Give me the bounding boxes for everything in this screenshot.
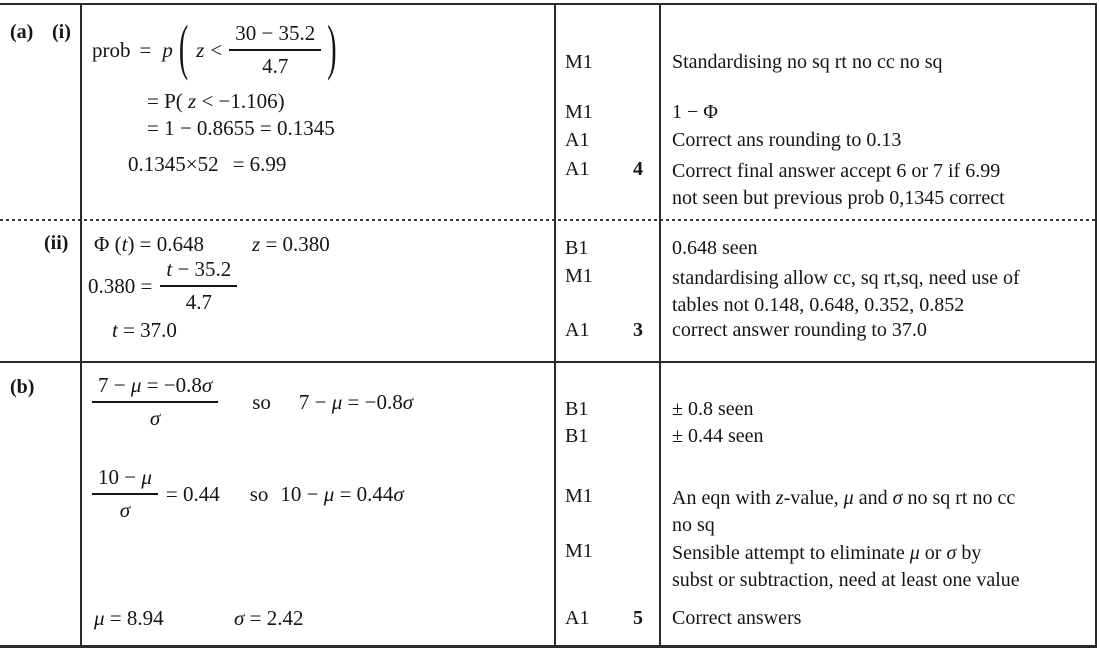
formula-text: σ [393, 481, 404, 506]
part-a-label: (a) [10, 21, 34, 43]
formula-text: so [249, 481, 269, 506]
comment-line: tables not 0.148, 0.648, 0.352, 0.852 [672, 294, 965, 316]
formula-text: = [139, 37, 152, 62]
comment-line: subst or subtraction, need at least one value [672, 569, 1020, 591]
examiner-comment [672, 265, 1020, 319]
formula-text: μ [130, 373, 142, 397]
comment-text: no sq rt no cc [902, 487, 1016, 509]
mark-code: A1 [565, 607, 590, 629]
formula-text: μ [141, 465, 152, 489]
comment-line: not seen but previous prob 0,1345 correct [672, 187, 1005, 209]
formula-text: = 2.42 [244, 606, 304, 630]
formula-text: = 0.44 [334, 481, 394, 506]
comment-text: μ [843, 487, 854, 509]
table-border-bottom [0, 645, 1097, 648]
examiner-comment: Correct answers [672, 607, 802, 629]
working-line [147, 89, 285, 114]
mark-code: B1 [565, 398, 589, 420]
formula-text: 10 − [280, 481, 324, 506]
fraction-numerator [92, 465, 158, 495]
working-line [234, 606, 303, 631]
working-formula-eqn1 [92, 370, 413, 434]
formula-text: z [252, 232, 261, 256]
table-divider-solid [0, 361, 1097, 363]
mark-code: M1 [565, 265, 593, 287]
table-column-line-labels [80, 3, 82, 648]
formula-text: ) = 0.648 [127, 232, 205, 256]
examiner-comment [672, 485, 1015, 539]
comment-text: μ [909, 542, 920, 564]
left-paren: ( [178, 14, 189, 83]
fraction-numerator [92, 373, 218, 403]
formula-text: = 37.0 [117, 318, 177, 342]
marks-total: 3 [633, 319, 643, 341]
comment-text: or [919, 542, 947, 564]
fraction [229, 21, 321, 79]
comment-text: σ [892, 487, 903, 509]
working-formula-prob [92, 10, 339, 90]
formula-text: σ [201, 373, 213, 397]
formula-text: σ [234, 606, 245, 630]
table-column-line-comments [659, 3, 661, 648]
comment-text: by [956, 542, 982, 564]
comment-text: Sensible attempt to eliminate [672, 542, 910, 564]
examiner-comment: ± 0.44 seen [672, 425, 764, 447]
examiner-comment: correct answer rounding to 37.0 [672, 319, 927, 341]
part-b-label: (b) [10, 376, 35, 398]
formula-text: 0.1345×52 [128, 152, 219, 176]
working-line [128, 152, 286, 177]
formula-text: Φ ( [94, 232, 122, 256]
formula-text: σ [119, 498, 131, 522]
mark-code: M1 [565, 101, 593, 123]
formula-text: μ [94, 606, 105, 630]
fraction [160, 257, 237, 315]
table-border-right [1095, 3, 1097, 648]
formula-text: μ [331, 389, 343, 414]
mark-code: M1 [565, 51, 593, 73]
formula-text: t [112, 318, 118, 342]
formula-text: t [166, 257, 173, 281]
examiner-comment: 0.648 seen [672, 237, 758, 259]
fraction [92, 465, 158, 523]
fraction-numerator: 30 − 35.2 [229, 21, 321, 51]
working-line: = 1 − 0.8655 = 0.1345 [147, 116, 335, 140]
table-column-line-marks [554, 3, 556, 648]
fraction [92, 373, 218, 431]
comment-text: and [853, 487, 893, 509]
comment-line: Correct final answer accept 6 or 7 if 6.99 [672, 160, 1001, 182]
formula-text: μ [323, 481, 335, 506]
formula-text: < [210, 37, 223, 62]
mark-code: B1 [565, 237, 589, 259]
formula-text: z [188, 89, 197, 113]
examiner-comment [672, 158, 1005, 212]
comment-text: z [775, 487, 784, 509]
examiner-comment: 1 − Φ [672, 101, 718, 123]
table-border-top [0, 3, 1097, 5]
formula-text: = −0.8 [141, 373, 202, 397]
fraction-denominator [92, 403, 218, 431]
part-a-i-label: (i) [52, 21, 71, 43]
formula-text: 0.380 = [88, 273, 153, 298]
fraction-denominator: 4.7 [185, 290, 212, 314]
working-line [94, 606, 164, 631]
working-line [112, 318, 177, 343]
examiner-comment: Standardising no sq rt no cc no sq [672, 51, 943, 73]
formula-text: t [121, 232, 128, 256]
comment-line [672, 540, 1020, 567]
working-line [94, 232, 204, 257]
formula-text [299, 390, 413, 415]
examiner-comment: ± 0.8 seen [672, 398, 754, 420]
working-line [252, 232, 330, 257]
formula-text: = 0.44 [165, 481, 220, 506]
formula-text: σ [402, 389, 414, 414]
table-divider-dashed [0, 219, 1097, 221]
formula-text: so [252, 389, 271, 414]
formula-text: − 35.2 [172, 257, 232, 281]
formula-text [280, 482, 403, 507]
formula-text: 7 − [98, 373, 131, 397]
mark-code: A1 [565, 129, 590, 151]
formula-text: = −0.8 [342, 389, 403, 414]
comment-line: standardising allow cc, sq rt,sq, need use of [672, 267, 1020, 289]
fraction-denominator [92, 495, 158, 523]
part-a-ii-label: (ii) [44, 232, 69, 254]
formula-text: z [196, 37, 205, 62]
formula-text: 7 − [298, 389, 332, 414]
comment-text: σ [946, 542, 957, 564]
formula-text: prob [92, 37, 131, 62]
formula-text: σ [149, 406, 161, 430]
formula-text: p [162, 37, 173, 62]
right-paren: ) [327, 14, 337, 83]
formula-text: = 6.99 [232, 152, 287, 176]
fraction-numerator [160, 257, 237, 287]
comment-text: An eqn with [672, 487, 776, 509]
marks-total: 4 [633, 158, 643, 180]
formula-text: 10 − [98, 465, 142, 489]
formula-text: < −1.106) [196, 89, 285, 113]
mark-code: B1 [565, 425, 589, 447]
examiner-comment: Correct ans rounding to 0.13 [672, 129, 902, 151]
formula-text: = P( [147, 89, 189, 113]
comment-text: -value, [783, 487, 844, 509]
formula-text: = 8.94 [104, 606, 164, 630]
working-formula-eqn2 [92, 462, 404, 526]
formula-text: = 0.380 [260, 232, 330, 256]
marks-total: 5 [633, 607, 643, 629]
working-formula-fraction [88, 256, 237, 316]
mark-code: M1 [565, 540, 593, 562]
mark-code: A1 [565, 319, 590, 341]
mark-code: A1 [565, 158, 590, 180]
fraction-denominator: 4.7 [262, 54, 289, 78]
comment-line [672, 485, 1015, 512]
comment-line: no sq [672, 514, 715, 536]
examiner-comment [672, 540, 1020, 594]
mark-code: M1 [565, 485, 593, 507]
